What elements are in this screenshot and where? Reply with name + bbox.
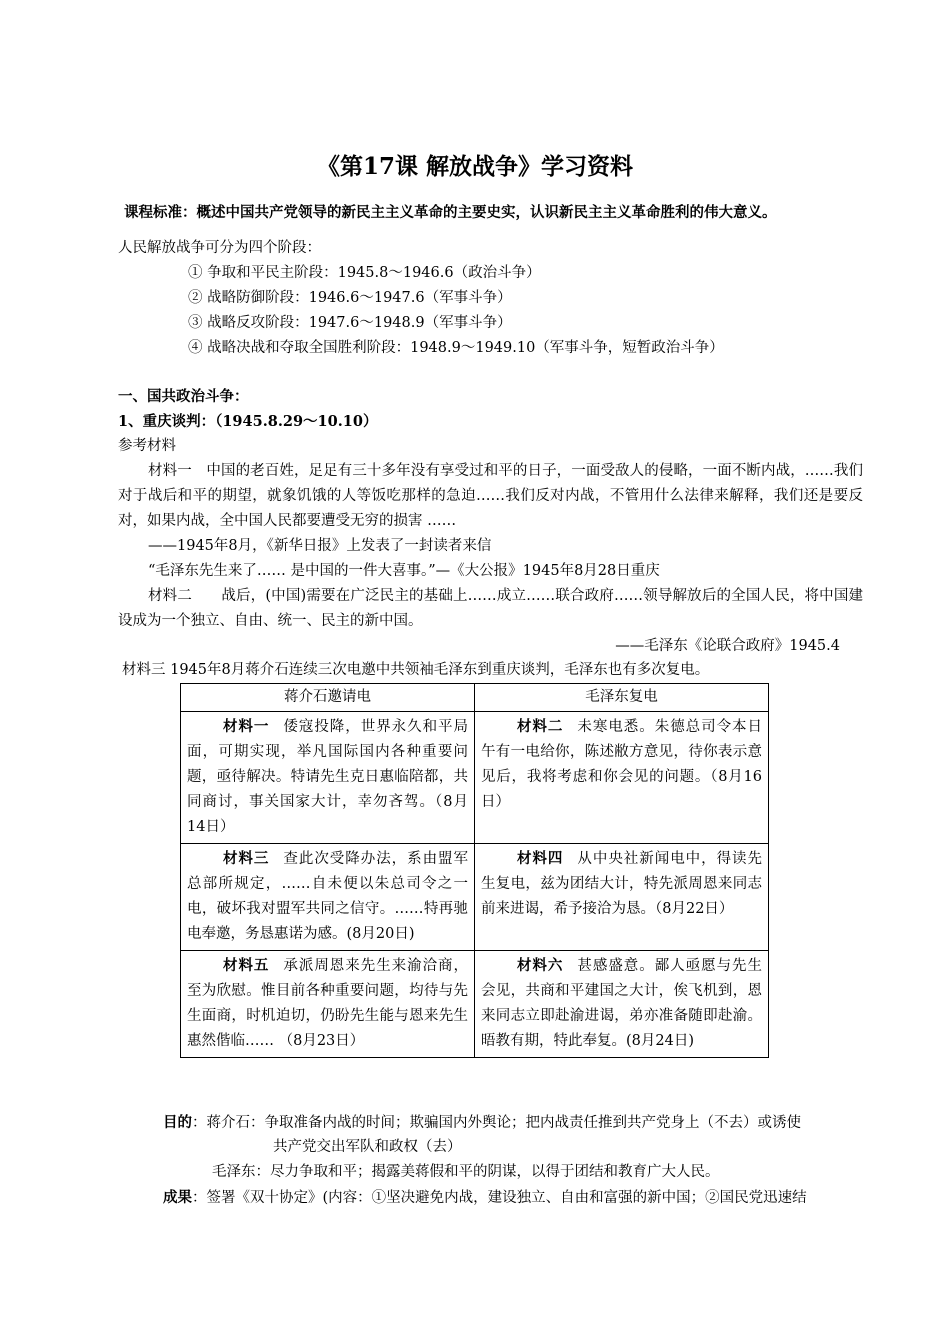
material-label: 材料一 <box>223 718 270 735</box>
table-cell <box>181 844 475 951</box>
table-row <box>181 712 769 844</box>
material-label: 材料六 <box>517 957 564 974</box>
purpose-line-1 <box>163 1110 801 1136</box>
purpose-label: 目的 <box>163 1114 192 1131</box>
purpose-chiang-text: ：蒋介石：争取准备内战的时间；欺骗国内外舆论；把内战责任推到共产党身上（不去）或诱使 <box>192 1115 801 1131</box>
purpose-mao: 毛泽东：尽力争取和平；揭露美蒋假和平的阴谋，以得于团结和教育广大人民。 <box>212 1164 720 1180</box>
reference-label: 参考材料 <box>118 438 176 454</box>
table-header-row <box>181 684 769 712</box>
material-three-intro: 材料三 1945年8月蒋介石连续三次电邀中共领袖毛泽东到重庆谈判，毛泽东也有多次复电。 <box>122 662 710 678</box>
table-cell <box>181 951 475 1058</box>
dagong-quote: “毛泽东先生来了…… 是中国的一件大喜事。”—《大公报》1945年8月28日重庆 <box>148 563 660 579</box>
material-one-paragraph: 材料一 中国的老百姓，足足有三十多年没有享受过和平的日子，一面受敌人的侵略，一面不断内战，……我们对于战后和平的期望，就象饥饿的人等饭吃那样的急迫……我们反对内战，不管用什么法律来解释，我们还是要反对，如果内战，全中国人民都要遭受无穷的损害 …… <box>118 463 863 529</box>
stage-item-1: ① 争取和平民主阶段：1945.8～1946.6（政治斗争） <box>188 265 541 281</box>
telegram-table <box>180 683 769 1058</box>
section-heading-1: 一、国共政治斗争： <box>118 388 249 405</box>
stages-intro: 人民解放战争可分为四个阶段： <box>118 240 321 256</box>
page-title: 《第17课 解放战争》学习资料 <box>316 153 633 180</box>
result-label: 成果 <box>163 1189 192 1206</box>
material-label: 材料五 <box>223 957 270 974</box>
table-cell <box>475 844 769 951</box>
stage-item-3: ③ 战略反攻阶段：1947.6～1948.9（军事斗争） <box>188 315 512 331</box>
table-cell <box>475 951 769 1058</box>
table-cell <box>181 712 475 844</box>
result-text: ：签署《双十协定》(内容：①坚决避免内战，建设独立、自由和富强的新中国；②国民党迅速结 <box>192 1190 807 1206</box>
material-text: 倭寇投降，世界永久和平局面，可期实现，举凡国际国内各种重要问题，亟待解决。特请先生克日惠临陪都，共同商讨，事关国家大计，幸勿吝驾。（8月14日） <box>187 719 469 835</box>
table-row <box>181 844 769 951</box>
header-chiang-invitation: 蒋介石邀请电 <box>181 684 475 712</box>
material-label: 材料四 <box>517 850 564 867</box>
material-two-source: ——毛泽东《论联合政府》1945.4 <box>615 638 840 654</box>
material-label: 材料二 <box>517 718 564 735</box>
material-text: 甚感盛意。鄙人亟愿与先生会见，共商和平建国之大计，俟飞机到，恩来同志立即赴渝进谒，弟亦准备随即赴渝。晤教有期，特此奉复。(8月24日) <box>481 958 763 1049</box>
header-mao-reply: 毛泽东复电 <box>475 684 769 712</box>
table-row <box>181 951 769 1058</box>
material-one-source: ——1945年8月，《新华日报》上发表了一封读者来信 <box>148 538 492 554</box>
material-text: 查此次受降办法，系由盟军总部所规定，……自未便以朱总司令之一电，破坏我对盟军共同之信守。……特再驰电奉邀，务恳惠诺为感。(8月20日) <box>187 851 469 942</box>
table-cell <box>475 712 769 844</box>
material-label: 材料三 <box>223 850 270 867</box>
material-text: 未寒电悉。朱德总司令本日午有一电给你，陈述敝方意见，待你表示意见后，我将考虑和你会见的问题。（8月16日） <box>481 719 763 810</box>
material-text: 从中央社新闻电中，得读先生复电，兹为团结大计，特先派周恩来同志前来进谒，希予接洽为恳。（8月22日） <box>481 851 763 917</box>
stage-item-2: ② 战略防御阶段：1946.6～1947.6（军事斗争） <box>188 290 512 306</box>
curriculum-standard: 课程标准：概述中国共产党领导的新民主主义革命的主要史实，认识新民主主义革命胜利的伟大意义。 <box>124 204 777 221</box>
material-two-paragraph: 材料二 战后，(中国)需要在广泛民主的基础上……成立……联合政府……领导解放后的全国人民，将中国建设成为一个独立、自由、统一、民主的新中国。 <box>118 588 863 629</box>
subsection-heading-1: 1、重庆谈判：（1945.8.29～10.10） <box>118 413 378 430</box>
result-line <box>163 1185 807 1211</box>
stage-item-4: ④ 战略决战和夺取全国胜利阶段：1948.9～1949.10（军事斗争，短暂政治斗争） <box>188 340 724 356</box>
material-text: 承派周恩来先生来渝洽商，至为欣慰。惟目前各种重要问题，均待与先生面商，时机迫切，仍盼先生能与恩来先生惠然偕临…… （8月23日） <box>187 958 469 1049</box>
purpose-line-2: 共产党交出军队和政权（去） <box>273 1139 462 1155</box>
